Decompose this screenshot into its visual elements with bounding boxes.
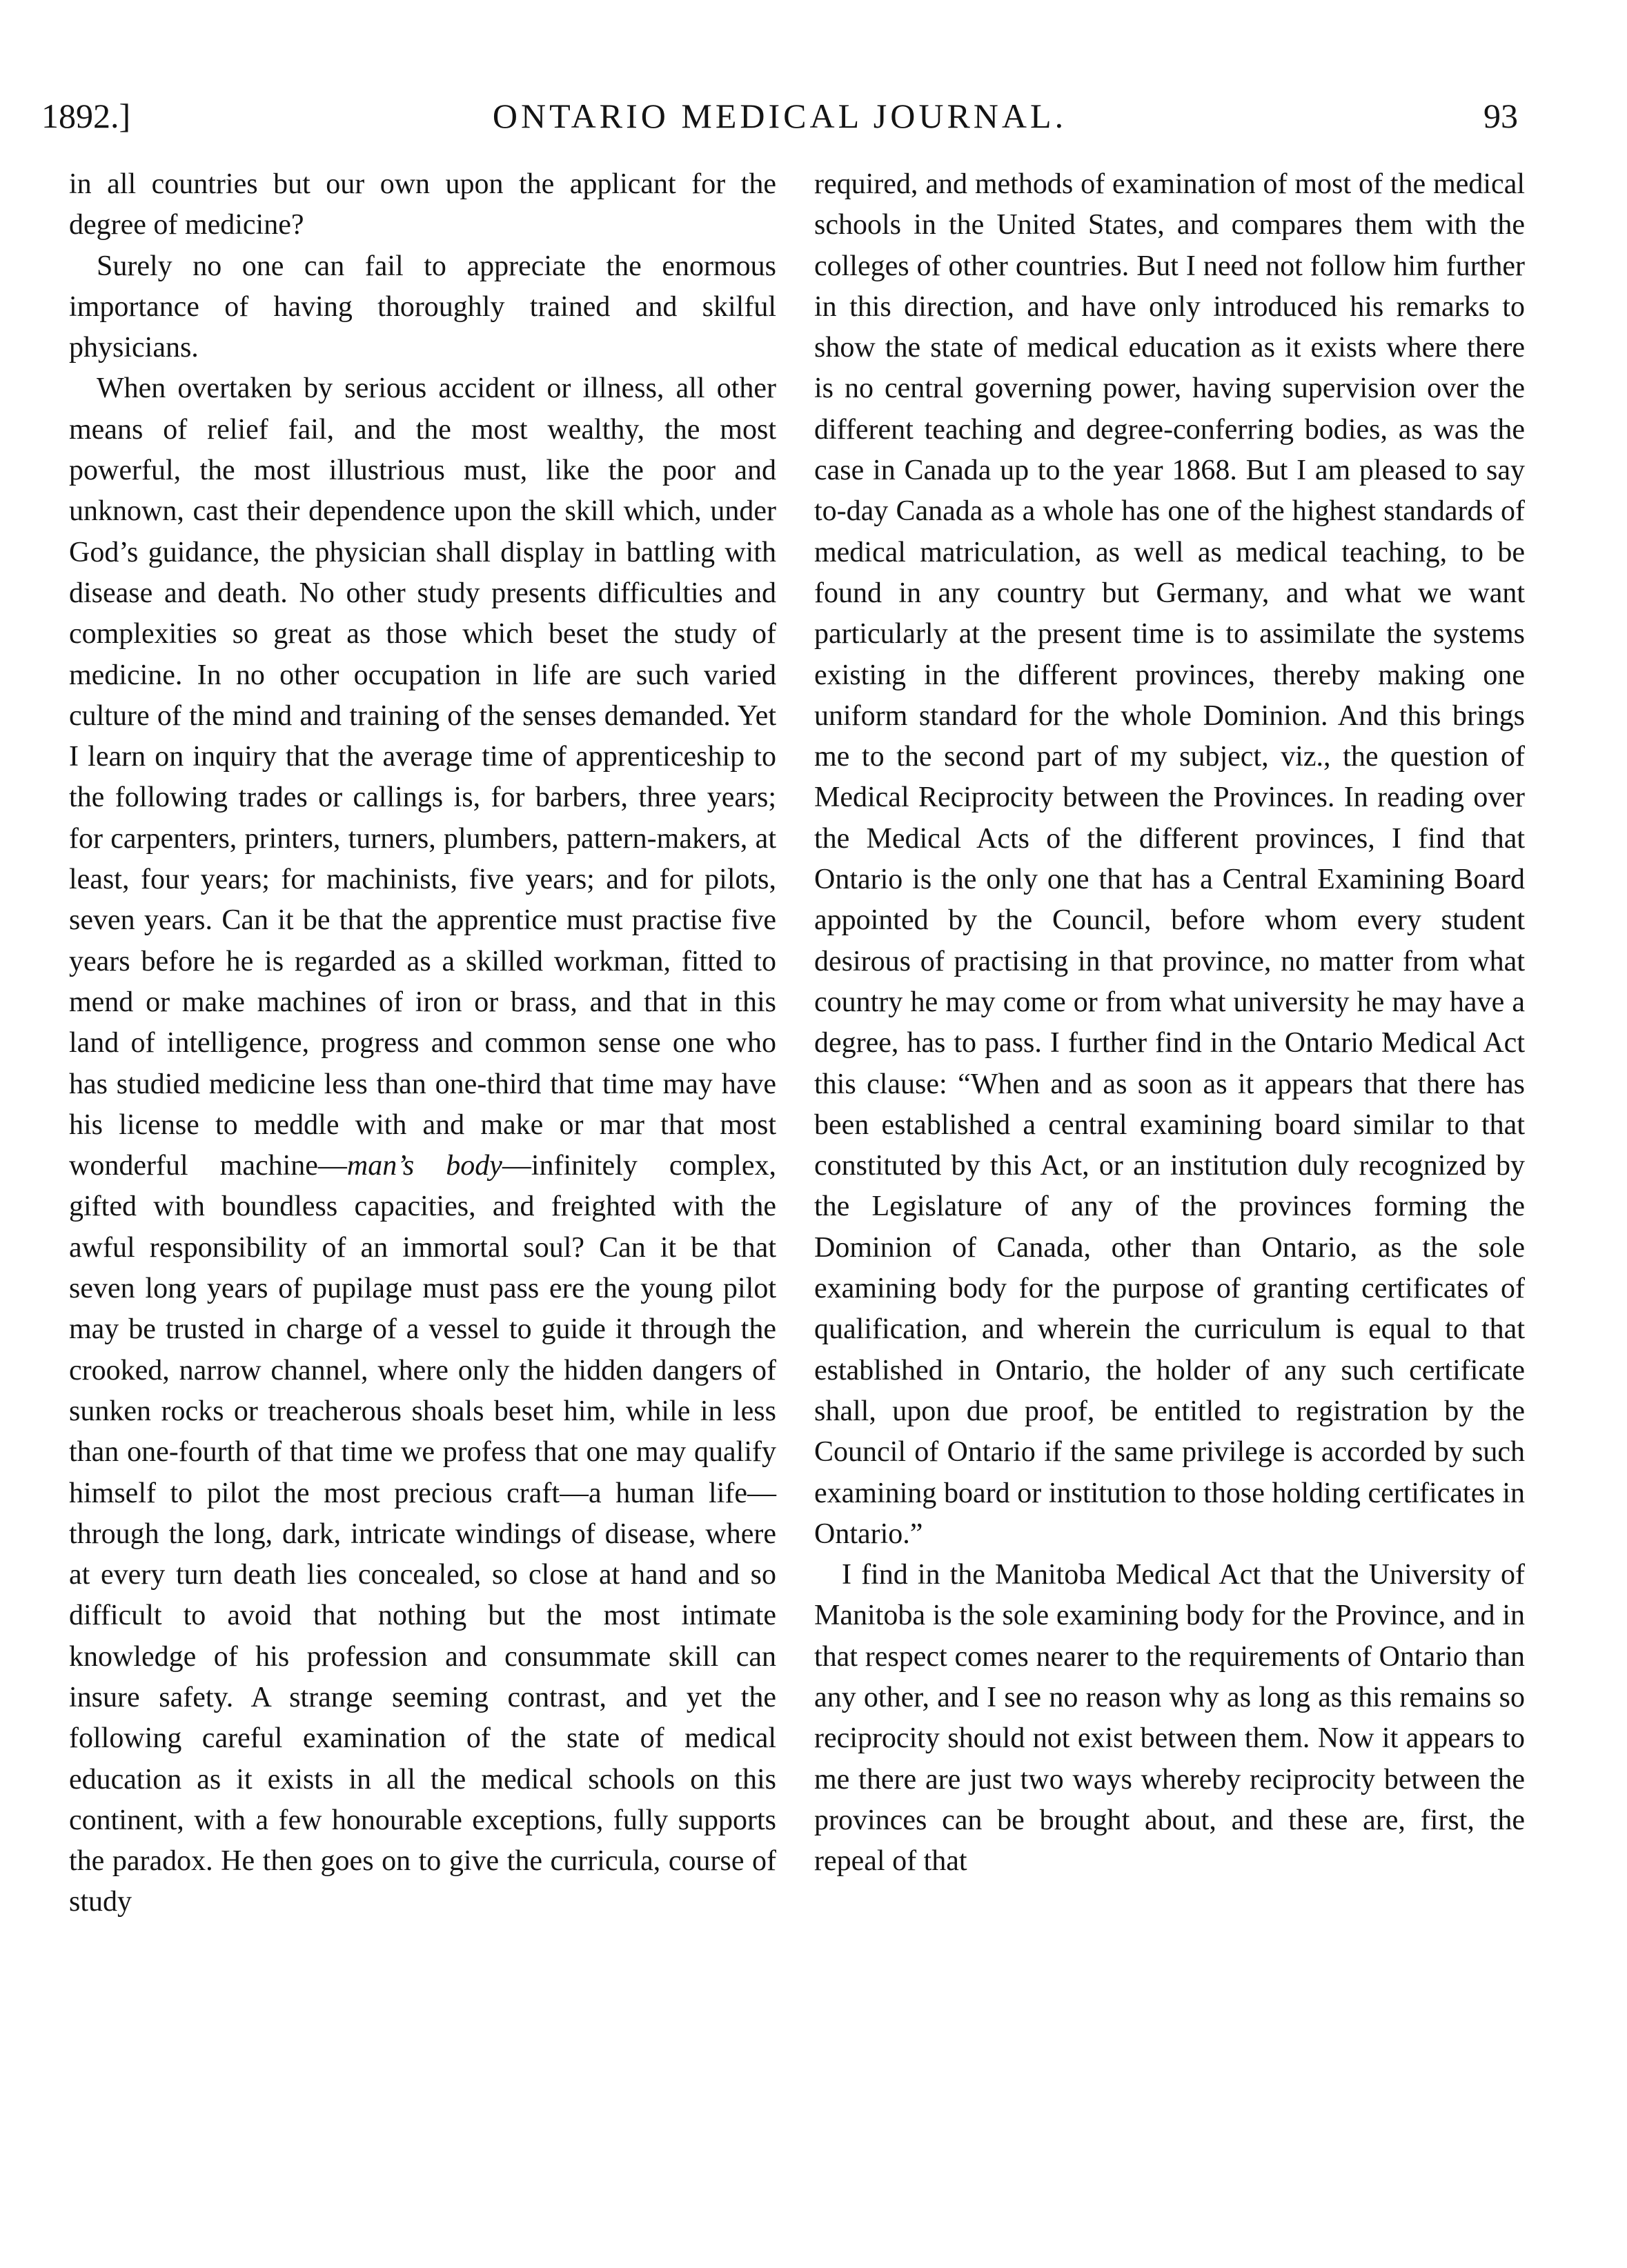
left-paragraph-3-text-a: When overtaken by serious accident or illness, all other means of relief fail, and the most wealthy, the most powerful, the most illustrious must, like the poor and unknown, cast their dependence upon the skill which, under God’s guidance, the physician shall display in battling with disease and death. No other study presents difficulties and complexities so great as those which beset the study of medicine. In no other occupation in life are such varied culture of the mind and training of the senses demanded. Yet I learn on inquiry that the average time of apprenticeship to the following trades or callings is, for barbers, three years; for carpenters, printers, turners, plumbers, pattern-makers, at least, four years; for machinists, five years; and for pilots, seven years. Can it be that the apprentice must practise five years before he is regarded as a skilled workman, fitted to mend or make machines of iron or brass, and that in this land of intelligence, progress and common sense one who has studied medicine less than one-third that time may have his license to meddle with and make or mar that most wonderful machine— <box>69 372 776 1182</box>
left-paragraph-3-text-b: —infinitely complex, gifted with boundless capacities, and freighted with the awful responsibility of an immortal soul? Can it be that seven long years of pupilage must pass ere the young pilot may be trusted in charge of a vessel to guide it through the crooked, narrow channel, where only the hidden dangers of sunken rocks or treacherous shoals beset him, while in less than one-fourth of that time we profess that one may qualify himself to pilot the most precious craft—a human life—through the long, dark, intricate windings of disease, where at every turn death lies concealed, so close at hand and so difficult to avoid that nothing but the most intimate knowledge of his profession and consummate skill can insure safety. A strange seeming contrast, and yet the following careful examination of the state of medical education as it exists in all the medical schools on this continent, with a few honourable exceptions, fully supports the paradox. He then goes on to give the curricula, course of study <box>69 1150 776 1918</box>
right-paragraph-1: required, and methods of examination of most of the medical schools in the United States, and compares them with the colleges of other countries. But I need not follow him further in this direction, and have only introduced his remarks to show the state of medical education as it exists where there is no central governing power, having supervision over the different teaching and degree-conferring bodies, as was the case in Canada up to the year 1868. But I am pleased to say to-day Canada as a whole has one of the highest standards of medical matriculation, as well as medical teaching, to be found in any country but Germany, and what we want particularly at the present time is to assimilate the systems existing in the different provinces, thereby making one uniform standard for the whole Dominion. And this brings me to the second part of my subject, viz., the question of Medical Reciprocity between the Provinces. In reading over the Medical Acts of the different provinces, I find that Ontario is the only one that has a Central Examining Board appointed by the Council, before whom every student desirous of practising in that province, no matter from what country he may come or from what university he may have a degree, has to pass. I further find in the Ontario Medical Act this clause: “When and as soon as it appears that there has been established a central examining board similar to that constituted by this Act, or an institution duly recognized by the Legislature of any of the provinces forming the Dominion of Canada, other than Ontario, as the sole examining body for the purpose of granting certificates of qualification, and wherein the curriculum is equal to that established in Ontario, the holder of any such certificate shall, upon due proof, be entitled to registration by the Council of Ontario if the same privilege is accorded by such examining board or institution to those holding certificates in Ontario.” <box>814 168 1525 1550</box>
page-number: 93 <box>1483 97 1518 135</box>
running-head <box>41 88 1518 143</box>
left-column <box>69 164 776 1923</box>
right-paragraph-2: I find in the Manitoba Medical Act that the University of Manitoba is the sole examining body for the Province, and in that respect comes nearer to the requirements of Ontario than any other, and I see no reason why as long as this remains so reciprocity should not exist between them. Now it appears to me there are just two ways whereby reciprocity between the provinces can be brought about, and these are, first, the repeal of that <box>814 1559 1525 1878</box>
emphasis-mans-body: man’s body <box>346 1150 502 1182</box>
left-paragraph-1: in all countries but our own upon the applicant for the degree of medicine? <box>69 168 776 241</box>
right-column <box>814 164 1525 1882</box>
left-paragraph-2: Surely no one can fail to appreciate the enormous importance of having thoroughly trained and skilful physicians. <box>69 250 776 364</box>
left-paragraph-3 <box>69 368 776 1922</box>
header-year: 1892.] <box>41 97 131 135</box>
journal-title: ONTARIO MEDICAL JOURNAL. <box>492 97 1067 135</box>
